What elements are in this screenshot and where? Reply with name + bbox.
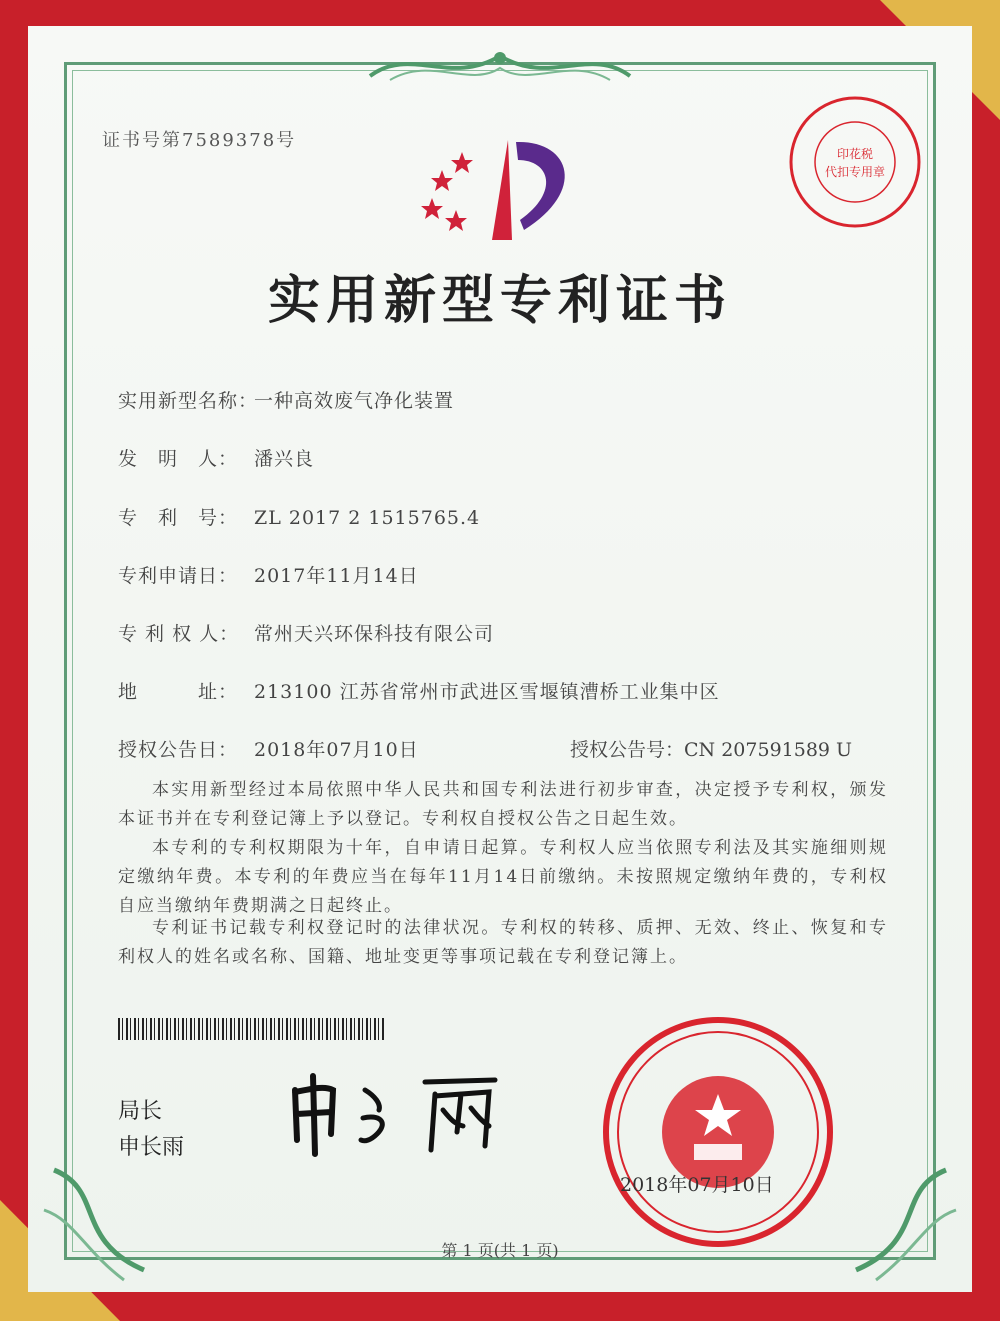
field-filing-date xyxy=(118,561,419,588)
field-value: 213100 江苏省常州市武进区雪堰镇漕桥工业集中区 xyxy=(254,681,720,703)
field-label: 实用新型名称： xyxy=(118,390,259,412)
paragraph-grant: 本实用新型经过本局依照中华人民共和国专利法进行初步审查，决定授予专利权，颁发本证书并在专利登记簿上予以登记。专利权自授权公告之日起生效。 xyxy=(118,780,888,829)
barcode xyxy=(118,1018,384,1040)
director-name: 申长雨 xyxy=(118,1135,185,1160)
director-title: 局长 xyxy=(118,1099,163,1124)
field-label: 授权公告号： xyxy=(570,739,685,761)
field-grant-number xyxy=(570,735,852,762)
paragraph-term: 本专利的专利权期限为十年，自申请日起算。专利权人应当依照专利法及其实施细则规定缴纳年费。本专利的年费应当在每年11月14日前缴纳。未按照规定缴纳年费的，专利权自应当缴纳年费期满之日起终止。 xyxy=(118,838,888,916)
field-grant-date xyxy=(118,735,419,762)
field-patent-number xyxy=(118,503,480,530)
patent-office-logo xyxy=(420,130,600,250)
field-label: 专 利 号： xyxy=(118,507,239,529)
field-label: 发 明 人： xyxy=(118,448,239,470)
paragraph-legal-status: 专利证书记载专利权登记时的法律状况。专利权的转移、质押、无效、终止、恢复和专利权人的姓名或名称、国籍、地址变更等事项记载在专利登记簿上。 xyxy=(118,918,888,967)
field-label: 地 址： xyxy=(118,681,239,703)
seal-date: 2018年07月10日 xyxy=(620,1174,774,1196)
field-patentee xyxy=(118,619,494,646)
field-value: 一种高效废气净化装置 xyxy=(254,390,455,412)
field-value: 2018年07月10日 xyxy=(254,739,419,761)
national-ip-seal xyxy=(598,1012,838,1252)
field-value: 常州天兴环保科技有限公司 xyxy=(254,623,495,645)
bottom-right-ornament xyxy=(826,1150,966,1290)
field-value: ZL 2017 2 1515765.4 xyxy=(254,507,481,529)
tax-stamp xyxy=(785,92,925,232)
bottom-left-ornament xyxy=(34,1150,174,1290)
field-label: 授权公告日： xyxy=(118,739,239,761)
top-ornament xyxy=(360,36,640,96)
certificate-number: 证书号第7589378号 xyxy=(102,130,297,151)
field-address xyxy=(118,677,720,704)
svg-text:代扣专用章: 代扣专用章 xyxy=(824,165,886,179)
field-value: CN 207591589 U xyxy=(684,739,853,761)
field-label: 专 利 权 人： xyxy=(118,623,240,645)
field-label: 专利申请日： xyxy=(118,565,239,587)
svg-text:印花税: 印花税 xyxy=(836,147,874,161)
certificate-title: 实用新型专利证书 xyxy=(267,270,732,331)
director-signature xyxy=(285,1070,515,1160)
field-value: 2017年11月14日 xyxy=(254,565,419,587)
field-inventor xyxy=(118,444,314,471)
field-value: 潘兴良 xyxy=(254,448,315,470)
page-number: 第 1 页(共 1 页) xyxy=(441,1241,559,1260)
field-utility-model-name xyxy=(118,386,454,413)
